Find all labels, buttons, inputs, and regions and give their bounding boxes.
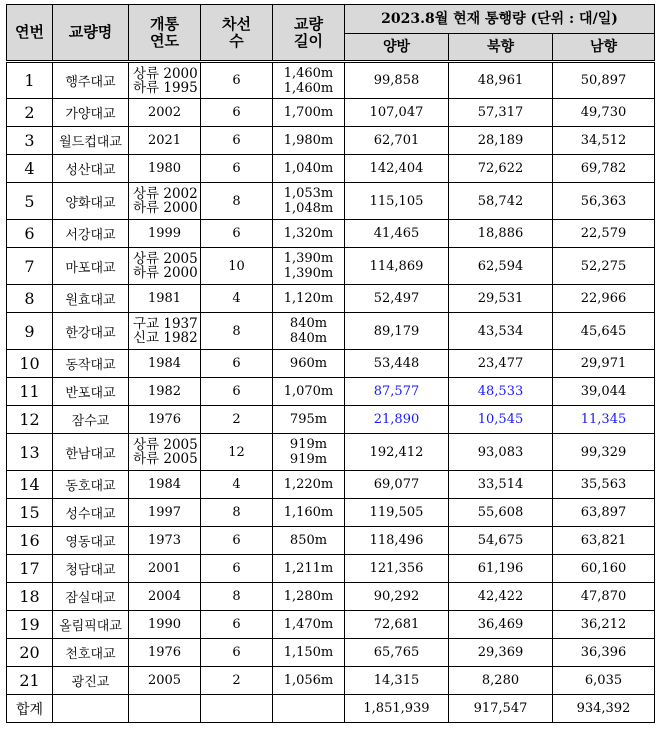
row-number: 13 <box>7 434 53 471</box>
table-row <box>7 248 655 285</box>
open-year <box>129 639 201 667</box>
traffic-north: 10,545 <box>449 406 553 434</box>
traffic-both: 107,047 <box>345 99 449 127</box>
open-year-line: 1984 <box>147 477 182 492</box>
traffic-north: 62,594 <box>449 248 553 285</box>
header-open-year: 개통 연도 <box>129 5 201 62</box>
traffic-north: 93,083 <box>449 434 553 471</box>
bridge-name: 한남대교 <box>53 434 129 471</box>
bridge-length <box>273 313 345 350</box>
bridge-length-line: 1,390m <box>283 266 334 281</box>
lane-count: 8 <box>201 313 273 350</box>
traffic-both: 90,292 <box>345 583 449 611</box>
table-row <box>7 285 655 313</box>
header-length: 교량 길이 <box>273 5 345 62</box>
open-year <box>129 350 201 378</box>
traffic-south: 35,563 <box>553 471 655 499</box>
lane-count: 8 <box>201 583 273 611</box>
traffic-north: 23,477 <box>449 350 553 378</box>
traffic-north: 72,622 <box>449 155 553 183</box>
bridge-length-line: 1,280m <box>283 589 334 604</box>
row-number: 12 <box>7 406 53 434</box>
traffic-north: 18,886 <box>449 220 553 248</box>
table-row <box>7 471 655 499</box>
header-south: 남향 <box>553 34 655 62</box>
open-year <box>129 378 201 406</box>
lane-count: 12 <box>201 434 273 471</box>
table-row <box>7 99 655 127</box>
open-year-line: 2005 <box>147 673 182 688</box>
table-row <box>7 611 655 639</box>
open-year-line: 하류 2000 <box>133 265 198 281</box>
open-year <box>129 127 201 155</box>
traffic-both: 192,412 <box>345 434 449 471</box>
bridge-length-line: 1,070m <box>283 384 334 399</box>
open-year-line: 1976 <box>147 412 182 427</box>
total-south: 934,392 <box>553 695 655 723</box>
table-row <box>7 220 655 248</box>
traffic-both: 119,505 <box>345 499 449 527</box>
total-both: 1,851,939 <box>345 695 449 723</box>
row-number: 7 <box>7 248 53 285</box>
traffic-south: 22,579 <box>553 220 655 248</box>
traffic-both: 72,681 <box>345 611 449 639</box>
traffic-north: 54,675 <box>449 527 553 555</box>
row-number: 1 <box>7 62 53 99</box>
traffic-both: 115,105 <box>345 183 449 220</box>
bridge-length-line: 919m <box>289 437 328 452</box>
traffic-south: 99,329 <box>553 434 655 471</box>
lane-count: 6 <box>201 611 273 639</box>
bridge-length-line: 1,220m <box>283 477 334 492</box>
traffic-south: 45,645 <box>553 313 655 350</box>
traffic-both: 118,496 <box>345 527 449 555</box>
lane-count: 6 <box>201 220 273 248</box>
traffic-both: 121,356 <box>345 555 449 583</box>
bridge-length-line: 960m <box>289 356 328 371</box>
lane-count: 2 <box>201 667 273 695</box>
total-row <box>7 695 655 723</box>
header-lanes: 차선 수 <box>201 5 273 62</box>
open-year-line: 1980 <box>147 161 182 176</box>
open-year-line: 상류 2005 <box>133 251 198 267</box>
open-year-line: 하류 2000 <box>133 200 198 216</box>
table-row <box>7 583 655 611</box>
lane-count: 4 <box>201 471 273 499</box>
bridge-length <box>273 62 345 99</box>
total-empty <box>273 695 345 723</box>
traffic-south: 11,345 <box>553 406 655 434</box>
lane-count: 6 <box>201 555 273 583</box>
traffic-north: 28,189 <box>449 127 553 155</box>
traffic-north: 43,534 <box>449 313 553 350</box>
bridge-traffic-table <box>6 4 655 723</box>
table-body <box>7 62 655 723</box>
table-row <box>7 527 655 555</box>
open-year <box>129 285 201 313</box>
open-year-line: 1984 <box>147 356 182 371</box>
open-year <box>129 555 201 583</box>
traffic-south: 49,730 <box>553 99 655 127</box>
row-number: 2 <box>7 99 53 127</box>
table-row <box>7 62 655 99</box>
open-year-line: 하류 2005 <box>133 451 198 467</box>
bridge-length-line: 1,053m <box>283 186 334 201</box>
bridge-length <box>273 611 345 639</box>
bridge-length <box>273 220 345 248</box>
bridge-length-line: 1,211m <box>283 561 334 576</box>
traffic-south: 60,160 <box>553 555 655 583</box>
open-year <box>129 183 201 220</box>
bridge-length <box>273 667 345 695</box>
open-year-line: 상류 2000 <box>133 65 198 82</box>
bridge-name: 월드컵대교 <box>53 127 129 155</box>
bridge-name: 영동대교 <box>53 527 129 555</box>
table-row <box>7 555 655 583</box>
bridge-name: 올림픽대교 <box>53 611 129 639</box>
open-year <box>129 583 201 611</box>
row-number: 10 <box>7 350 53 378</box>
open-year-line: 신교 1982 <box>133 330 198 346</box>
bridge-length-line: 919m <box>289 452 328 467</box>
bridge-length <box>273 527 345 555</box>
table-row <box>7 406 655 434</box>
open-year-line: 1976 <box>147 645 182 660</box>
bridge-name: 가양대교 <box>53 99 129 127</box>
bridge-length-line: 1,700m <box>283 105 334 120</box>
row-number: 17 <box>7 555 53 583</box>
open-year-line: 1981 <box>147 291 182 306</box>
open-year-line: 구교 1937 <box>133 316 198 332</box>
lane-count: 6 <box>201 99 273 127</box>
table-row <box>7 639 655 667</box>
traffic-north: 55,608 <box>449 499 553 527</box>
row-number: 15 <box>7 499 53 527</box>
traffic-north: 48,533 <box>449 378 553 406</box>
lane-count: 6 <box>201 62 273 99</box>
open-year <box>129 527 201 555</box>
traffic-both: 87,577 <box>345 378 449 406</box>
traffic-south: 47,870 <box>553 583 655 611</box>
traffic-both: 65,765 <box>345 639 449 667</box>
traffic-both: 52,497 <box>345 285 449 313</box>
bridge-length <box>273 378 345 406</box>
traffic-north: 29,531 <box>449 285 553 313</box>
bridge-length-line: 1,460m <box>283 65 334 81</box>
bridge-name: 동호대교 <box>53 471 129 499</box>
lane-count: 8 <box>201 183 273 220</box>
bridge-length <box>273 350 345 378</box>
traffic-south: 39,044 <box>553 378 655 406</box>
row-number: 6 <box>7 220 53 248</box>
traffic-south: 34,512 <box>553 127 655 155</box>
open-year-line: 상류 2005 <box>133 437 198 453</box>
traffic-north: 61,196 <box>449 555 553 583</box>
lane-count: 2 <box>201 406 273 434</box>
open-year-line: 2004 <box>147 589 182 604</box>
open-year <box>129 155 201 183</box>
traffic-both: 14,315 <box>345 667 449 695</box>
open-year <box>129 406 201 434</box>
row-number: 4 <box>7 155 53 183</box>
traffic-both: 114,869 <box>345 248 449 285</box>
open-year-line: 1997 <box>147 505 182 520</box>
traffic-north: 57,317 <box>449 99 553 127</box>
bridge-length <box>273 639 345 667</box>
table-row <box>7 350 655 378</box>
traffic-north: 48,961 <box>449 62 553 99</box>
row-number: 20 <box>7 639 53 667</box>
table-row <box>7 499 655 527</box>
traffic-south: 22,966 <box>553 285 655 313</box>
bridge-length-line: 1,048m <box>283 201 334 216</box>
lane-count: 10 <box>201 248 273 285</box>
open-year-line: 1999 <box>147 226 182 241</box>
traffic-both: 69,077 <box>345 471 449 499</box>
bridge-length <box>273 127 345 155</box>
bridge-length <box>273 248 345 285</box>
bridge-name: 양화대교 <box>53 183 129 220</box>
row-number: 3 <box>7 127 53 155</box>
table-row <box>7 183 655 220</box>
traffic-north: 36,469 <box>449 611 553 639</box>
row-number: 16 <box>7 527 53 555</box>
row-number: 9 <box>7 313 53 350</box>
bridge-length-line: 1,460m <box>283 80 334 96</box>
open-year <box>129 611 201 639</box>
header-north: 북향 <box>449 34 553 62</box>
bridge-name: 광진교 <box>53 667 129 695</box>
bridge-length <box>273 155 345 183</box>
open-year <box>129 313 201 350</box>
open-year <box>129 667 201 695</box>
row-number: 18 <box>7 583 53 611</box>
traffic-both: 53,448 <box>345 350 449 378</box>
bridge-name: 마포대교 <box>53 248 129 285</box>
bridge-length-line: 1,390m <box>283 251 334 266</box>
open-year <box>129 248 201 285</box>
lane-count: 8 <box>201 499 273 527</box>
traffic-south: 6,035 <box>553 667 655 695</box>
traffic-south: 36,212 <box>553 611 655 639</box>
bridge-length <box>273 471 345 499</box>
bridge-length-line: 1,470m <box>283 617 334 632</box>
bridge-length <box>273 583 345 611</box>
bridge-length-line: 1,040m <box>283 161 334 176</box>
bridge-name: 반포대교 <box>53 378 129 406</box>
header-no: 연번 <box>7 5 53 62</box>
traffic-south: 63,897 <box>553 499 655 527</box>
total-label: 합계 <box>7 695 53 723</box>
bridge-length-line: 795m <box>289 412 328 427</box>
header-traffic-title: 2023.8월 현재 통행량 (단위 : 대/일) <box>345 5 655 34</box>
table-row <box>7 313 655 350</box>
traffic-south: 63,821 <box>553 527 655 555</box>
bridge-length-line: 850m <box>289 533 328 548</box>
bridge-length <box>273 99 345 127</box>
bridge-length-line: 1,980m <box>283 133 334 148</box>
open-year <box>129 434 201 471</box>
open-year-line: 상류 2002 <box>133 186 198 202</box>
bridge-length-line: 840m <box>289 331 328 346</box>
open-year <box>129 471 201 499</box>
open-year-line: 2001 <box>147 561 182 576</box>
bridge-length-line: 1,320m <box>283 226 334 241</box>
bridge-name: 한강대교 <box>53 313 129 350</box>
lane-count: 6 <box>201 350 273 378</box>
traffic-south: 36,396 <box>553 639 655 667</box>
open-year <box>129 62 201 99</box>
total-empty <box>129 695 201 723</box>
traffic-both: 21,890 <box>345 406 449 434</box>
bridge-length <box>273 434 345 471</box>
total-north: 917,547 <box>449 695 553 723</box>
bridge-name: 청담대교 <box>53 555 129 583</box>
bridge-length-line: 1,056m <box>283 673 334 688</box>
row-number: 5 <box>7 183 53 220</box>
table-row <box>7 667 655 695</box>
bridge-name: 성산대교 <box>53 155 129 183</box>
total-empty <box>53 695 129 723</box>
open-year-line: 하류 1995 <box>133 79 198 96</box>
bridge-length <box>273 183 345 220</box>
bridge-name: 잠실대교 <box>53 583 129 611</box>
open-year-line: 1973 <box>147 533 182 548</box>
traffic-both: 41,465 <box>345 220 449 248</box>
lane-count: 4 <box>201 285 273 313</box>
bridge-length <box>273 555 345 583</box>
bridge-length <box>273 285 345 313</box>
traffic-both: 62,701 <box>345 127 449 155</box>
lane-count: 6 <box>201 639 273 667</box>
bridge-length <box>273 406 345 434</box>
bridge-name: 성수대교 <box>53 499 129 527</box>
lane-count: 6 <box>201 378 273 406</box>
traffic-north: 42,422 <box>449 583 553 611</box>
traffic-north: 29,369 <box>449 639 553 667</box>
bridge-name: 서강대교 <box>53 220 129 248</box>
bridge-length <box>273 499 345 527</box>
open-year <box>129 220 201 248</box>
row-number: 8 <box>7 285 53 313</box>
traffic-south: 29,971 <box>553 350 655 378</box>
traffic-both: 89,179 <box>345 313 449 350</box>
table-row <box>7 127 655 155</box>
lane-count: 6 <box>201 155 273 183</box>
bridge-name: 잠수교 <box>53 406 129 434</box>
bridge-length-line: 840m <box>289 316 328 331</box>
open-year <box>129 99 201 127</box>
open-year-line: 1990 <box>147 617 182 632</box>
traffic-north: 58,742 <box>449 183 553 220</box>
header-both: 양방 <box>345 34 449 62</box>
traffic-both: 99,858 <box>345 62 449 99</box>
table-row <box>7 378 655 406</box>
traffic-south: 69,782 <box>553 155 655 183</box>
traffic-south: 52,275 <box>553 248 655 285</box>
row-number: 14 <box>7 471 53 499</box>
header-bridge-name: 교량명 <box>53 5 129 62</box>
bridge-length-line: 1,150m <box>283 645 334 660</box>
table-row <box>7 155 655 183</box>
row-number: 21 <box>7 667 53 695</box>
open-year-line: 1982 <box>147 384 182 399</box>
total-empty <box>201 695 273 723</box>
table-row <box>7 434 655 471</box>
open-year-line: 2021 <box>147 133 182 148</box>
lane-count: 6 <box>201 127 273 155</box>
row-number: 19 <box>7 611 53 639</box>
traffic-south: 50,897 <box>553 62 655 99</box>
bridge-name: 원효대교 <box>53 285 129 313</box>
traffic-north: 33,514 <box>449 471 553 499</box>
traffic-south: 56,363 <box>553 183 655 220</box>
bridge-name: 동작대교 <box>53 350 129 378</box>
bridge-name: 행주대교 <box>53 62 129 99</box>
row-number: 11 <box>7 378 53 406</box>
lane-count: 6 <box>201 527 273 555</box>
traffic-both: 142,404 <box>345 155 449 183</box>
bridge-name: 천호대교 <box>53 639 129 667</box>
bridge-length-line: 1,160m <box>283 505 334 520</box>
bridge-length-line: 1,120m <box>283 291 334 306</box>
open-year-line: 2002 <box>147 105 182 120</box>
traffic-north: 8,280 <box>449 667 553 695</box>
open-year <box>129 499 201 527</box>
